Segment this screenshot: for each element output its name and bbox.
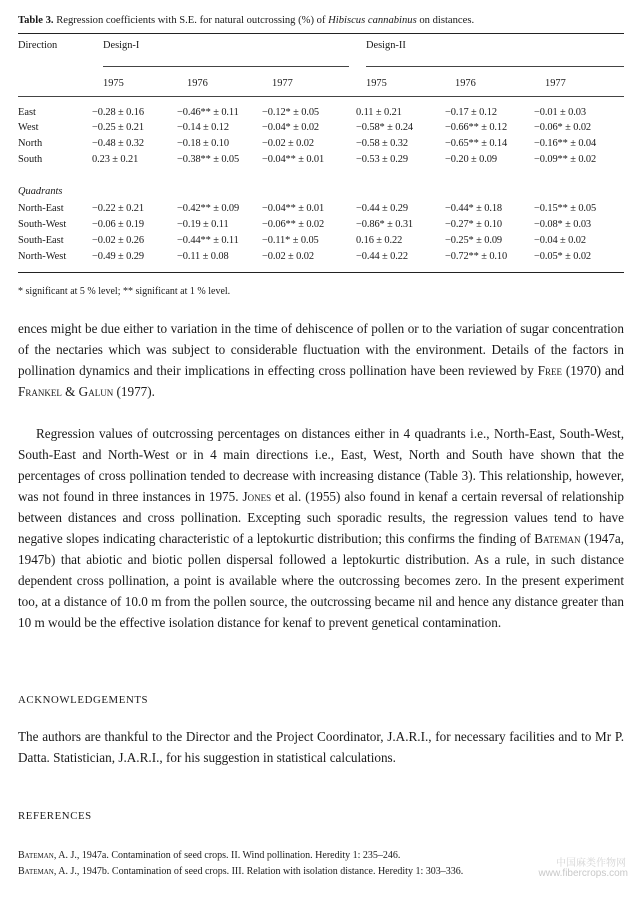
table-header-rule xyxy=(18,96,624,97)
watermark-cn: 中国麻类作物网 xyxy=(556,858,626,869)
table-cell: −0.12* ± 0.05 xyxy=(262,107,320,118)
table-bottom-rule xyxy=(18,272,624,273)
table-cell: −0.48 ± 0.32 xyxy=(92,138,144,149)
year-header: 1976 xyxy=(455,78,476,89)
table-cell: −0.38** ± 0.05 xyxy=(177,154,240,165)
table-cell: 0.16 ± 0.22 xyxy=(356,235,403,246)
row-label: North-West xyxy=(18,251,67,262)
acknowledgements-heading: ACKNOWLEDGEMENTS xyxy=(18,694,149,706)
table-cell: −0.58* ± 0.24 xyxy=(356,122,414,133)
paragraph-text: Regression values of outcrossing percentages on distances either in 4 quadrants i.e., North-East, South-West, South-East and North-West or in 4 main directions i.e., East, West, North and South have shown that the percentages of cross pollination tended to decrease with increasing distance (Table 3). This relationship, however, was not found in three instances in 1975. xyxy=(18,426,624,504)
year-header: 1977 xyxy=(272,78,293,89)
citation: Jones xyxy=(242,489,272,504)
table-cell: −0.44 ± 0.29 xyxy=(356,203,408,214)
table-caption-species: Hibiscus cannabinus xyxy=(328,15,417,26)
table-cell: −0.65** ± 0.14 xyxy=(445,138,508,149)
row-label: West xyxy=(18,122,39,133)
body-paragraph-2 xyxy=(18,423,624,633)
table-cell: −0.72** ± 0.10 xyxy=(445,251,508,262)
table-cell: −0.06* ± 0.02 xyxy=(534,122,592,133)
table-cell: −0.86* ± 0.31 xyxy=(356,219,414,230)
table-cell: −0.01 ± 0.03 xyxy=(534,107,586,118)
table-cell: −0.14 ± 0.12 xyxy=(177,122,229,133)
table-cell: −0.09** ± 0.02 xyxy=(534,154,597,165)
table-cell: −0.02 ± 0.26 xyxy=(92,235,144,246)
design-2-rule xyxy=(366,66,624,67)
reference-author: Bateman, A. J., xyxy=(18,850,80,861)
table-footnote: * significant at 5 % level; ** significant at 1 % level. xyxy=(18,286,231,297)
table-cell: −0.49 ± 0.29 xyxy=(92,251,144,262)
reference-author: Bateman, A. J., xyxy=(18,866,80,877)
table-cell: −0.44* ± 0.18 xyxy=(445,203,503,214)
table-cell: −0.02 ± 0.02 xyxy=(262,138,314,149)
table-cell: −0.11 ± 0.08 xyxy=(177,251,229,262)
table-cell: −0.18 ± 0.10 xyxy=(177,138,229,149)
table-cell: −0.04** ± 0.01 xyxy=(262,154,325,165)
citation: Bateman xyxy=(534,531,581,546)
table-cell: −0.44** ± 0.11 xyxy=(177,235,239,246)
references-heading: REFERENCES xyxy=(18,810,92,822)
paragraph-text: ences might be due either to variation in the time of dehiscence of pollen or to the variation of sugar concentration of the nectaries which was subject to considerable fluctuation with the environment. Details of the factors in pollination dynamics and their implications in effecting cross pollination have been reviewed by xyxy=(18,321,624,378)
table-cell: −0.08* ± 0.03 xyxy=(534,219,592,230)
paragraph-text: (1947a, 1947b) that abiotic and biotic pollen dispersal followed a leptokurtic distribution. As a rule, in such distance dependent cross pollination, a point is available where the outcrossing becomes zero. In the present experiment too, at a distance of 10.0 m from the pollen source, the outcrossing became nil and hence any distance greater than 10 m would be the effective isolation distance for kenaf to prevent genetical contamination. xyxy=(18,531,625,630)
table-cell: −0.04** ± 0.01 xyxy=(262,203,325,214)
table-cell: −0.25* ± 0.09 xyxy=(445,235,503,246)
table-caption-text: Regression coefficients with S.E. for natural outcrossing (%) of xyxy=(56,15,326,26)
table-cell: −0.20 ± 0.09 xyxy=(445,154,497,165)
table-cell: −0.28 ± 0.16 xyxy=(92,107,144,118)
table-cell: −0.58 ± 0.32 xyxy=(356,138,408,149)
table-cell: −0.46** ± 0.11 xyxy=(177,107,239,118)
reference-item xyxy=(18,866,628,878)
table-cell: −0.27* ± 0.10 xyxy=(445,219,503,230)
reference-text: 1947b. Contamination of seed crops. III. Relation with isolation distance. Heredity 1: 303–336. xyxy=(81,866,464,877)
table-cell: −0.04* ± 0.02 xyxy=(262,122,320,133)
table-cell: −0.06** ± 0.02 xyxy=(262,219,325,230)
table-cell: 0.23 ± 0.21 xyxy=(92,154,139,165)
table-cell: −0.66** ± 0.12 xyxy=(445,122,508,133)
year-header: 1977 xyxy=(545,78,566,89)
reference-text: 1947a. Contamination of seed crops. II. Wind pollination. Heredity 1: 235–246. xyxy=(81,850,401,861)
table-top-rule xyxy=(18,33,624,34)
table-cell: −0.17 ± 0.12 xyxy=(445,107,497,118)
col-header-direction: Direction xyxy=(18,40,58,51)
row-label: South xyxy=(18,154,43,165)
table-cell: −0.19 ± 0.11 xyxy=(177,219,229,230)
table-cell: −0.22 ± 0.21 xyxy=(92,203,144,214)
table-caption-end: on distances. xyxy=(419,15,475,26)
year-header: 1975 xyxy=(366,78,387,89)
acknowledgements-text: The authors are thankful to the Director and the Project Coordinator, J.A.R.I., for necessary facilities and to Mr P. Datta. Statistician, J.A.R.I., for his suggestion in statistical calculations. xyxy=(18,729,624,765)
table-cell: −0.44 ± 0.22 xyxy=(356,251,408,262)
table-cell: −0.11* ± 0.05 xyxy=(262,235,319,246)
table-cell: −0.06 ± 0.19 xyxy=(92,219,144,230)
year-header: 1975 xyxy=(103,78,124,89)
col-header-design-2: Design-II xyxy=(366,40,406,51)
row-label: South-West xyxy=(18,219,67,230)
row-label: South-East xyxy=(18,235,64,246)
year-header: 1976 xyxy=(187,78,208,89)
quadrants-title: Quadrants xyxy=(18,186,63,197)
paragraph-text: (1970) and xyxy=(565,363,625,378)
paragraph-text: (1977). xyxy=(116,384,155,399)
paragraph-text: et al. (1955) also found in kenaf a certain reversal of relationship between distances and cross pollination. Excepting such sporadic results, the regression values tend to have negative slopes indicating characteristic of a leptokurtic distribution; this confirms the finding of xyxy=(18,489,625,546)
row-label: North xyxy=(18,138,43,149)
table-cell: −0.15** ± 0.05 xyxy=(534,203,597,214)
body-paragraph-1 xyxy=(18,318,624,402)
table-cell: −0.02 ± 0.02 xyxy=(262,251,314,262)
table-cell: −0.53 ± 0.29 xyxy=(356,154,408,165)
table-cell: −0.42** ± 0.09 xyxy=(177,203,240,214)
citation: Frankel & Galun xyxy=(18,384,114,399)
table-cell: −0.16** ± 0.04 xyxy=(534,138,597,149)
col-header-design-1: Design-I xyxy=(103,40,140,51)
table-cell: −0.04 ± 0.02 xyxy=(534,235,586,246)
table-cell: 0.11 ± 0.21 xyxy=(356,107,402,118)
table-cell: −0.05* ± 0.02 xyxy=(534,251,592,262)
row-label: East xyxy=(18,107,36,118)
table-caption-number: Table 3. xyxy=(18,15,54,26)
row-label: North-East xyxy=(18,203,64,214)
table-caption xyxy=(18,14,628,27)
citation: Free xyxy=(537,363,562,378)
watermark-url: www.fibercrops.com xyxy=(538,868,628,879)
table-cell: −0.25 ± 0.21 xyxy=(92,122,144,133)
design-1-rule xyxy=(103,66,349,67)
reference-item xyxy=(18,850,628,862)
